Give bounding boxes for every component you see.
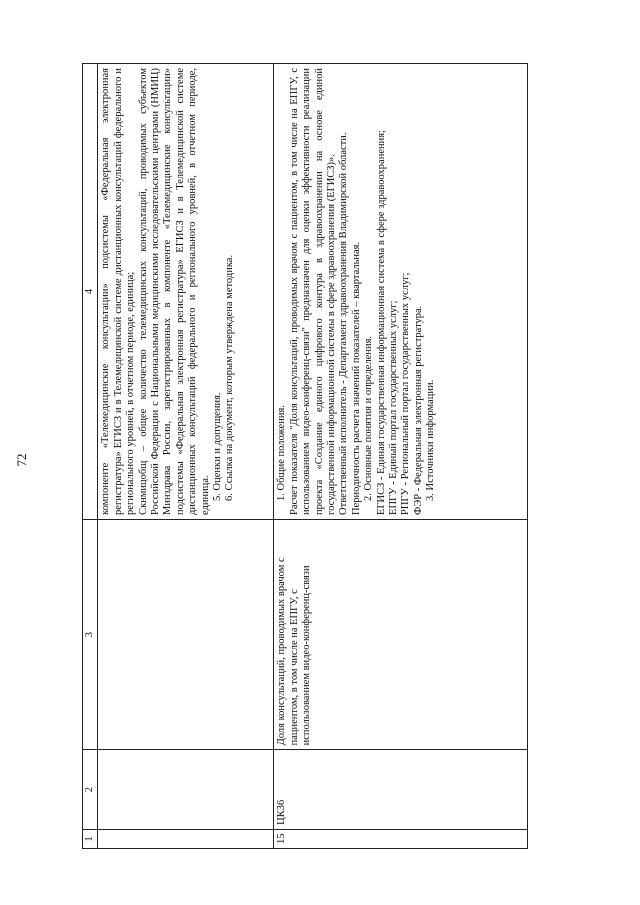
cell-indicator-description <box>274 64 528 520</box>
description-paragraph: 2. Основные понятия и определения. <box>363 335 375 501</box>
cell-code-empty <box>98 750 274 830</box>
table-row-15 <box>274 64 528 849</box>
text-line: 6. Ссылка на документ, которым утверждена методика. <box>224 254 236 501</box>
cell-name-empty <box>98 519 274 749</box>
header-col-4: 4 <box>83 64 98 520</box>
rotated-table-container <box>82 63 528 849</box>
cell-row-number: 15 <box>274 829 528 848</box>
text-line: Скнмицобщ – общее количество телемедицинских консультаций, проводимых субъектом Российской Федерации с Национальными медицинскими исследовательскими центрами (НМИЦ) Минздрава России, зарегистрированных в компоненте «Телемедицинские консультации» подсистемы «Федеральная электронная регистратура» ЕГИСЗ и в Телемедицинской системе дистанционных консультаций федерального и регионального уровней, в отчетном периоде, единица. <box>137 68 211 515</box>
cell-num-empty <box>98 829 274 848</box>
cell-indicator-name: Доля консультаций, проводимых врачом с пациентом, в том числе на ЕПГУ, с использованием видео-конференц-связи <box>274 519 528 749</box>
indicator-table <box>82 63 528 849</box>
text-line: 5. Оценки и допущения. <box>212 392 224 501</box>
description-paragraph: Расчет показателя "Доля консультаций, проводимых врачом с пациентом, в том числе на ЕПГУ, с использованием видео-конференц-связи" предназначен для оценки эффективности реализации проекта «Создание единого цифрового контура в здравоохранении на основе единой государственной информационной системы в сфере здравоохранения (ЕГИСЗ)». <box>288 68 338 515</box>
description-paragraph: Ответственный исполнитель - Департамент здравоохранения Владимирской области. <box>338 132 350 515</box>
header-col-3: 3 <box>83 519 98 749</box>
description-paragraph: РПГУ - Региональный портал государственных услуг; <box>400 272 412 515</box>
cell-indicator-code: ЦК36 <box>274 750 528 830</box>
text-line: компоненте «Телемедицинские консультации» подсистемы «Федеральная электронная регистратура» ЕГИСЗ и в Телемедицинской системе дистанционных консультаций федерального и регионального уровней, в отчетном периоде, единица; <box>100 68 137 515</box>
description-paragraph: ЕГИСЗ - Единая государственная информационная система в сфере здравоохранения; <box>375 130 387 515</box>
description-paragraph: ЕПГУ - Единый портал государственных услуг; <box>388 300 400 515</box>
description-paragraph: 3. Источники информации. <box>425 379 437 501</box>
description-paragraph: ФЭР - Федеральная электронная регистратура. <box>412 305 424 515</box>
page-number: 72 <box>14 453 29 467</box>
table-row-continuation <box>98 64 274 849</box>
header-col-1: 1 <box>83 829 98 848</box>
description-paragraph: Периодичность расчета значений показателей – квартальная. <box>350 241 362 515</box>
table-header-row <box>83 64 98 849</box>
cell-description-continuation <box>98 64 274 520</box>
description-paragraph: 1. Общие положения. <box>276 405 288 501</box>
header-col-2: 2 <box>83 750 98 830</box>
